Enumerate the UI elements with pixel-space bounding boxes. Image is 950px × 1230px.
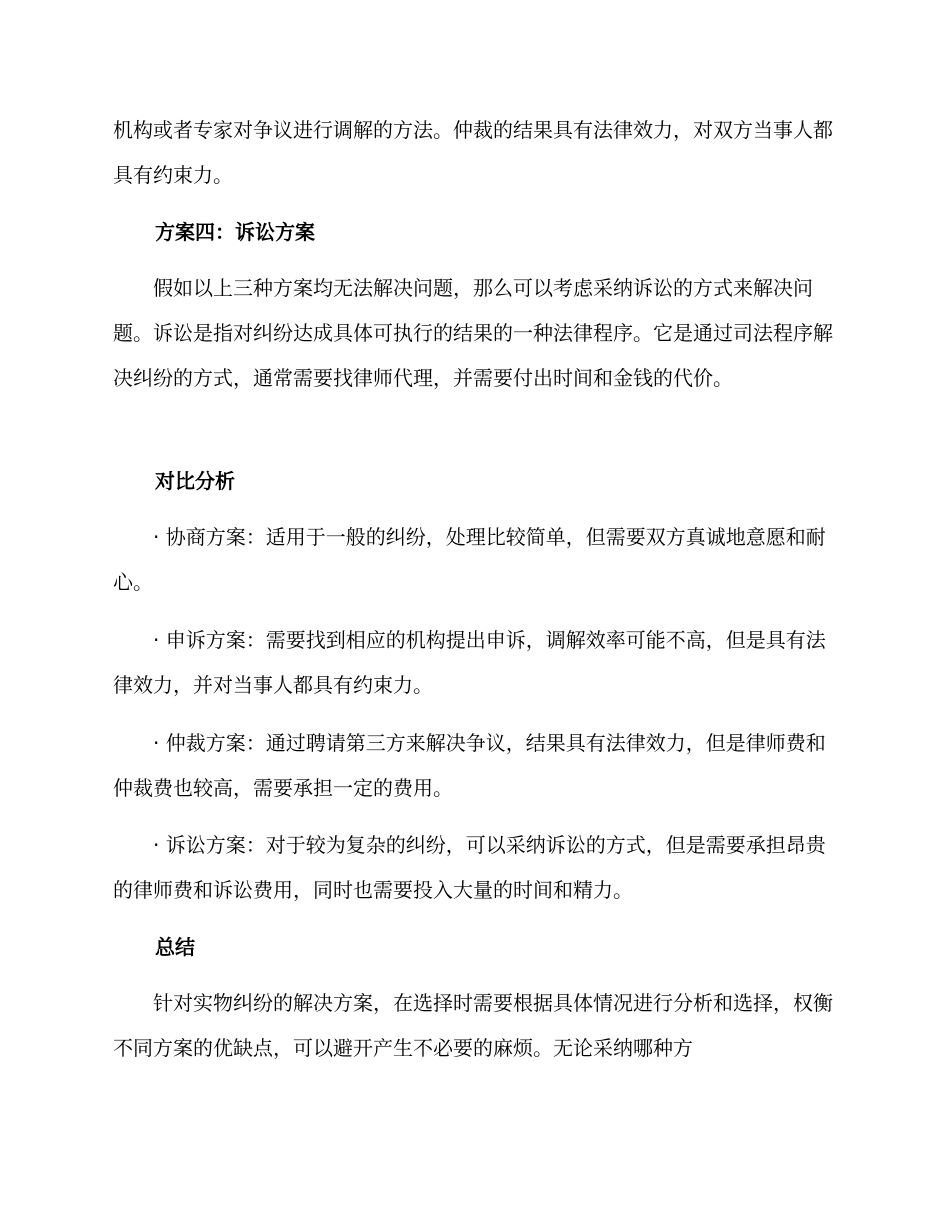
bullet-complaint-plan: · 申诉方案：需要找到相应的机构提出申诉，调解效率可能不高，但是具有法律效力，并对当事人都具有约束力。 (113, 628, 826, 697)
paragraph-summary: 针对实物纠纷的解决方案，在选择时需要根据具体情况进行分析和选择，权衡不同方案的优缺点，可以避开产生不必要的麻烦。无论采纳哪种方 (113, 991, 833, 1060)
heading-plan-four-litigation: 方案四：诉讼方案 (155, 220, 315, 244)
paragraph-arbitration-continued: 机构或者专家对争议进行调解的方法。仲裁的结果具有法律效力，对双方当事人都具有约束力。 (113, 118, 833, 187)
heading-summary: 总结 (155, 935, 195, 959)
paragraph-litigation: 假如以上三种方案均无法解决问题，那么可以考虑采纳诉讼的方式来解决问题。诉讼是指对纠纷达成具体可执行的结果的一种法律程序。它是通过司法程序解决纠纷的方式，通常需要找律师代理，并需要付出时间和金钱的代价。 (113, 276, 833, 390)
bullet-arbitration-plan: · 仲裁方案：通过聘请第三方来解决争议，结果具有法律效力，但是律师费和仲裁费也较高，需要承担一定的费用。 (113, 731, 826, 800)
bullet-negotiation-plan: · 协商方案：适用于一般的纠纷，处理比较简单，但需要双方真诚地意愿和耐心。 (113, 525, 826, 594)
bullet-litigation-plan: · 诉讼方案：对于较为复杂的纠纷，可以采纳诉讼的方式，但是需要承担昂贵的律师费和诉讼费用，同时也需要投入大量的时间和精力。 (113, 833, 826, 902)
heading-comparison-analysis: 对比分析 (155, 469, 235, 493)
